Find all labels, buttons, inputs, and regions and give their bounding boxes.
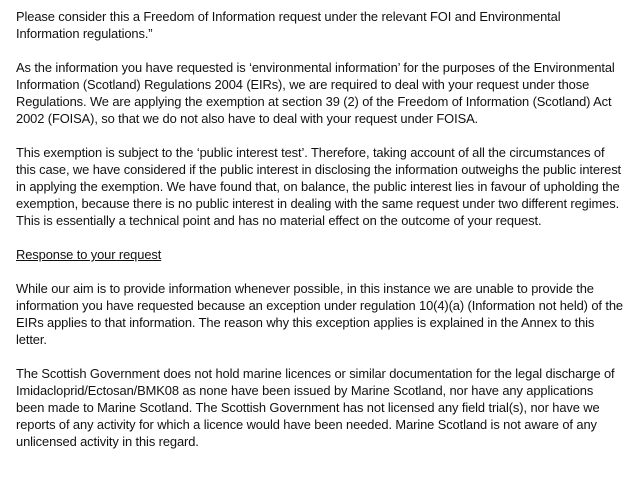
letter-body <box>16 8 624 450</box>
response-section-heading: Response to your request <box>16 247 162 262</box>
response-paragraph-licences: The Scottish Government does not hold marine licences or similar documentation for the legal discharge of Imidacloprid/Ectosan/BMK08 as none have been issued by Marine Scotland, nor have any applications been made to Marine Scotland. The Scottish Government has not licensed any field trial(s), nor have we reports of any activity for which a licence would have been needed. Marine Scotland is not aware of any unlicensed activity in this regard. <box>16 366 615 449</box>
public-interest-paragraph: This exemption is subject to the ‘public interest test’. Therefore, taking account of all the circumstances of this case, we have considered if the public interest in disclosing the information outweighs the public interest in applying the exemption. We have found that, on balance, the public interest lies in favour of upholding the exemption, because there is no public interest in dealing with the same request under two different regimes. This is essentially a technical point and has no material effect on the outcome of your request. <box>16 145 622 228</box>
request-quote-paragraph: Please consider this a Freedom of Information request under the relevant FOI and Environmental Information regulations.” <box>16 9 561 41</box>
eir-exemption-paragraph: As the information you have requested is ‘environmental information’ for the purposes of the Environmental Information (Scotland) Regulations 2004 (EIRs), we are required to deal with your request under those Regulations. We are applying the exemption at section 39 (2) of the Freedom of Information (Scotland) Act 2002 (FOISA), so that we do not also have to deal with your request under FOISA. <box>16 60 615 126</box>
response-paragraph-exception: While our aim is to provide information whenever possible, in this instance we are unable to provide the information you have requested because an exception under regulation 10(4)(a) (Information not held) of the EIRs applies to that information. The reason why this exception applies is explained in the Annex to this letter. <box>16 281 624 347</box>
